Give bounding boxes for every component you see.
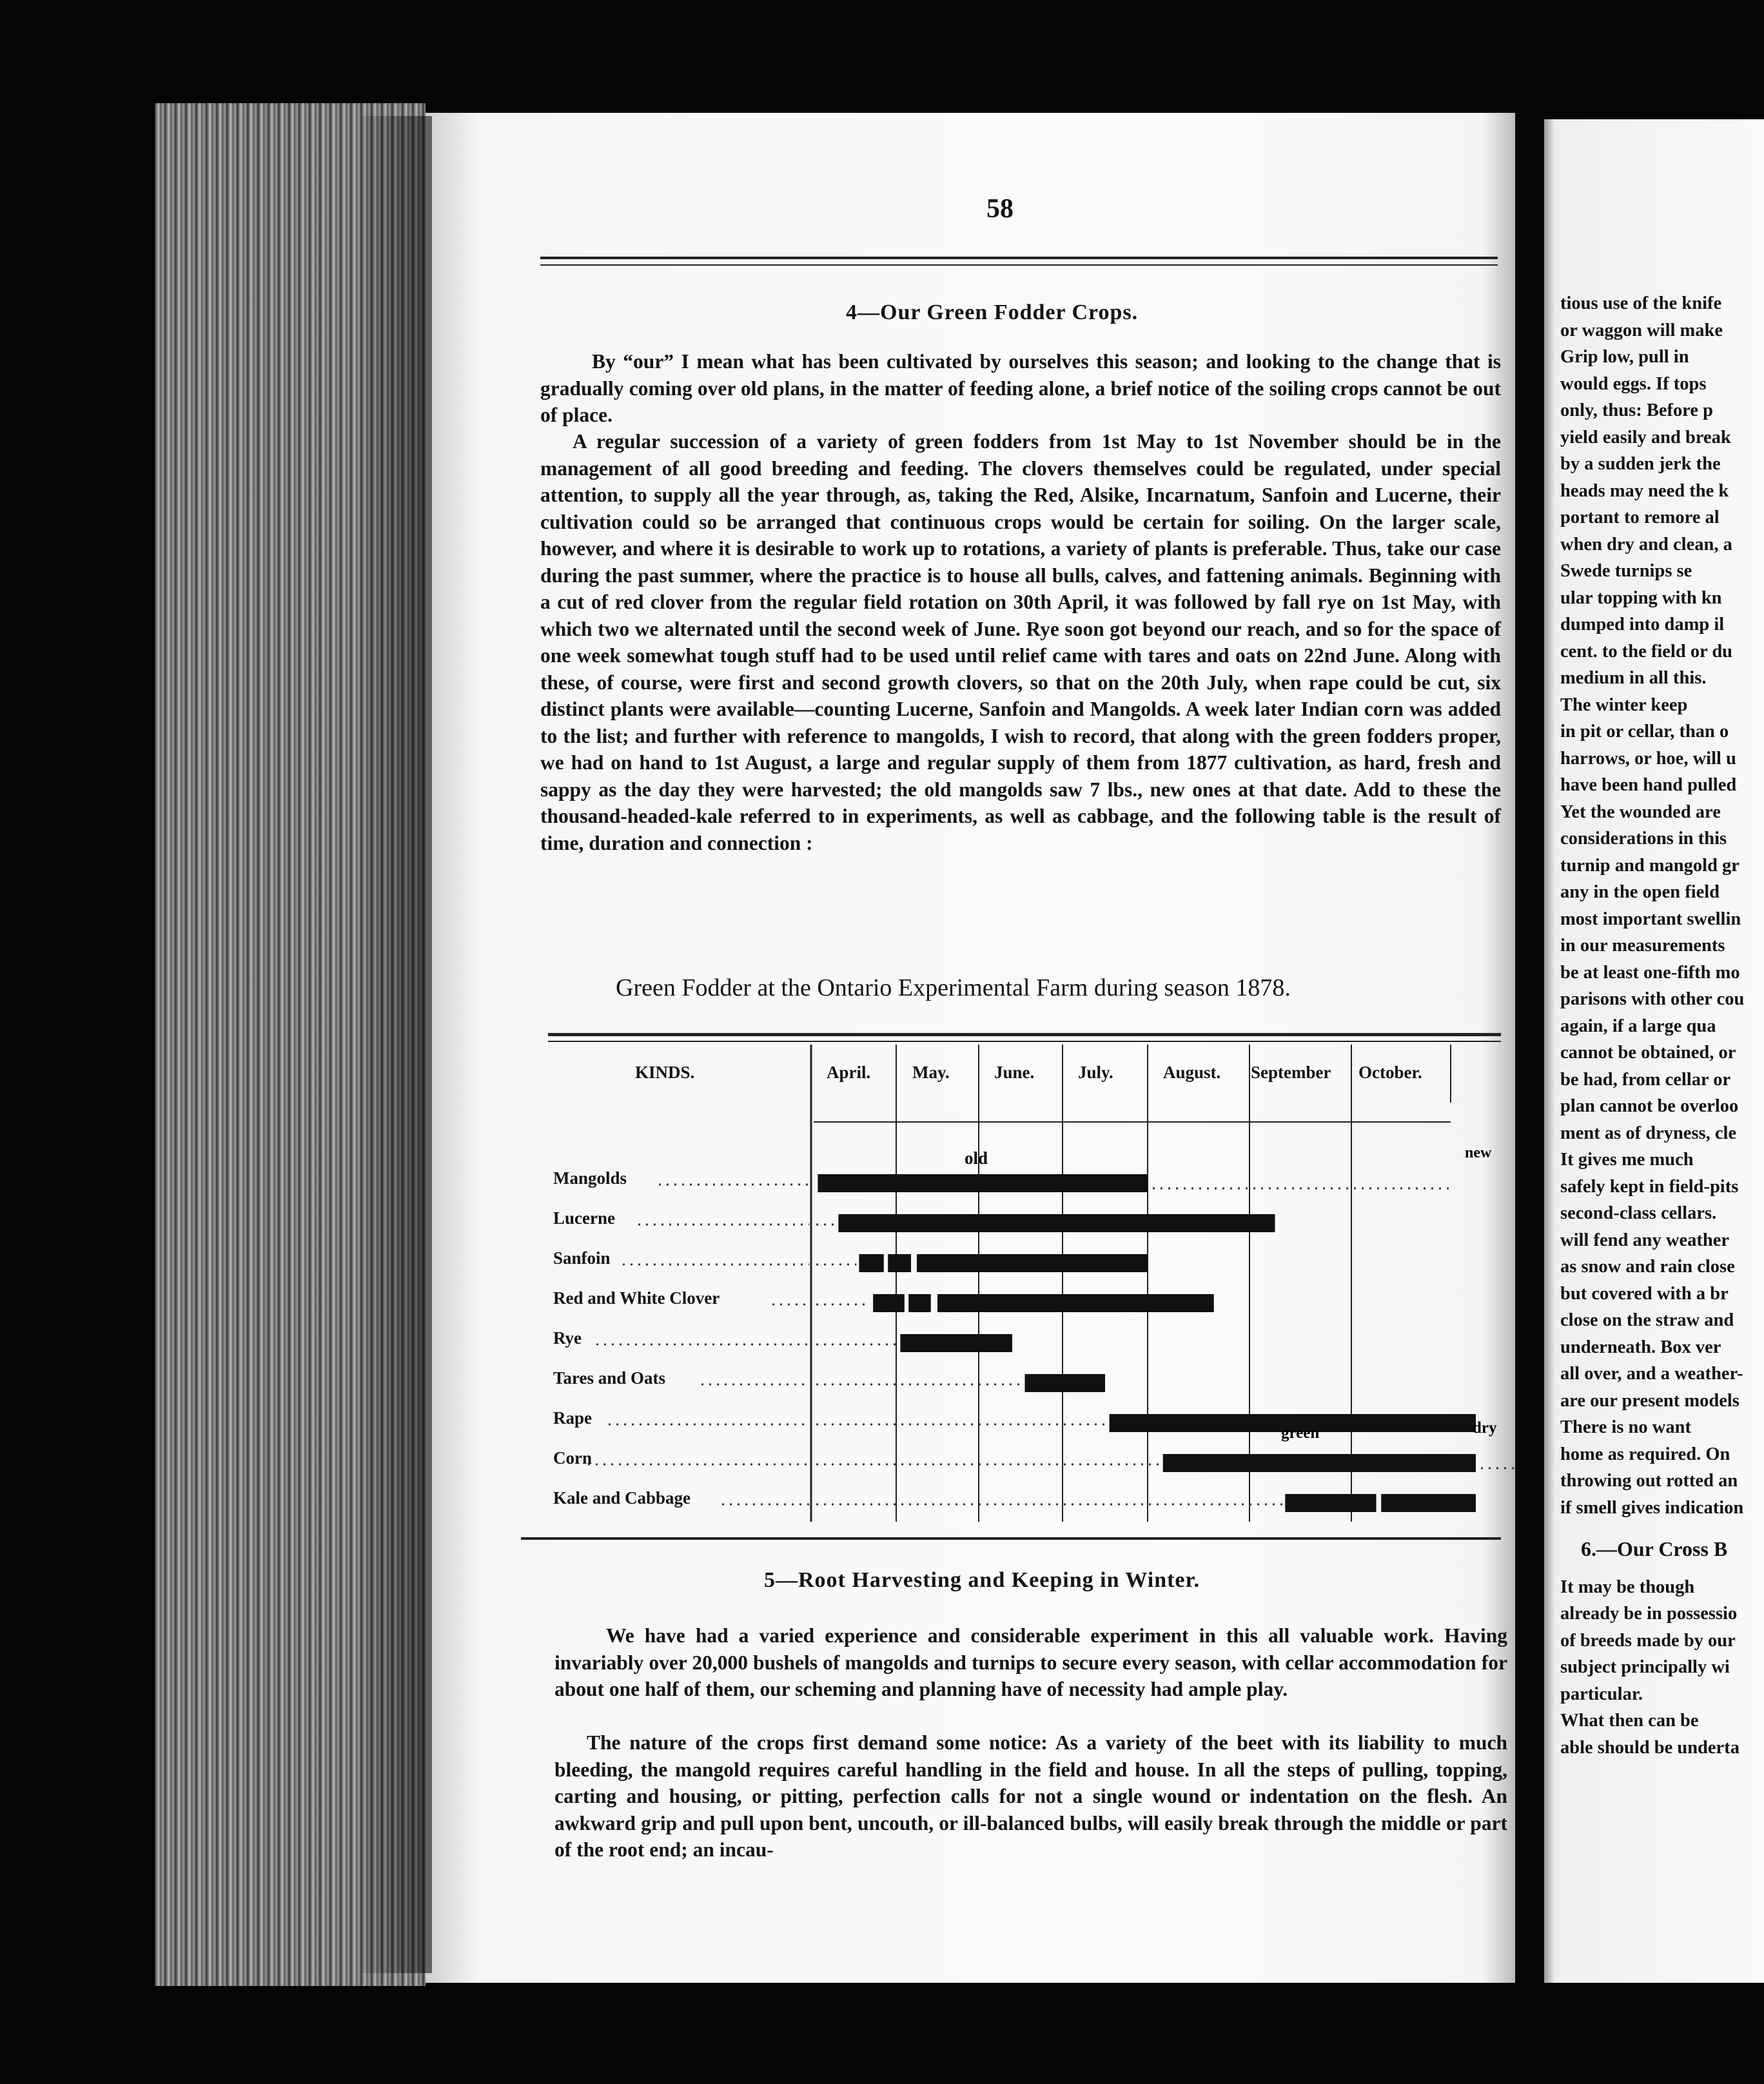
right-page-line: would eggs. If tops [1560,373,1707,394]
section-5-paragraph-2: The nature of the crops first demand some notice: As a variety of the beet with its liability to much bleeding, the mangold requires careful handling in the field and house. In all the steps of pulling, topping, carting and housing, or pitting, perfection calls for not a single wound or indentation on the flesh. An awkward grip and pull upon bent, uncouth, or ill-balanced bulbs, will easily break through the middle or part of the root end; an incau- [554,1731,1507,1861]
duration-bar [873,1294,905,1312]
right-page-line: portant to remore al [1560,507,1720,527]
right-page-line: only, thus: Before p [1560,400,1714,420]
right-page-line: tious use of the knife [1560,293,1722,313]
section-4-heading: 4—Our Green Fodder Crops. [846,300,1139,324]
right-page-line: or waggon will make [1560,320,1723,340]
row-label-lucerne: Lucerne [553,1208,615,1228]
row-label-sanfoin: Sanfoin [553,1248,611,1268]
right-page-line: What then can be [1560,1711,1699,1731]
right-page-line: Grip low, pull in [1560,347,1689,367]
right-page-line: when dry and clean, a [1560,534,1732,555]
right-page-line: 6.—Our Cross B [1581,1537,1728,1560]
right-page-line: of breeds made by our [1560,1630,1736,1651]
row-label-corn: Corn [553,1448,592,1468]
right-page-line: in pit or cellar, than o [1560,722,1729,742]
right-page-line: be had, from cellar or [1560,1069,1731,1090]
right-page-line: second-class cellars. [1560,1203,1717,1223]
right-page-line: parisons with other cou [1560,989,1745,1009]
month-header-june: June. [994,1063,1035,1082]
right-page-line: Yet the wounded are [1560,801,1721,822]
duration-bar [838,1214,1275,1232]
right-page-line: all over, and a weather- [1560,1364,1743,1384]
right-page-line: any in the open field [1560,882,1720,902]
duration-bar [859,1254,883,1272]
right-page-line: able should be underta [1560,1737,1740,1758]
right-page-line: harrows, or hoe, will u [1560,748,1736,769]
row-label-rape: Rape [553,1408,592,1428]
right-page-line: medium in all this. [1560,668,1707,688]
right-page-line: cent. to the field or du [1560,641,1733,662]
right-page-line: close on the straw and [1560,1310,1734,1330]
section-5-heading: 5—Root Harvesting and Keeping in Winter. [764,1568,1200,1592]
right-page-line: throwing out rotted an [1560,1471,1738,1491]
section-4-paragraph-2: A regular succession of a variety of green fodders from 1st May to 1st November should be in the management of all good breeding and feeding. The clovers themselves could be regulated, under special attention, to supply all the year through, as, taking the Red, Alsike, Incarnatum, Sanfoin and Lucerne, their cultivation could so be arranged that continuous crops would be certain for soiling. On the larger scale, however, and where it is desirable to work up to rotations, a variety of plants is preferable. Thus, take our case during the past summer, where the practice is to house all bulls, calves, and fattening animals. Beginning with a cut of red clover from the regular field rotation on 30th April, it was followed by fall rye on 1st May, with which two we alternated until the second week of June. Rye soon got beyond our reach, and so for the space of one week somewhat tough stuff had to be used until relief came with tares and oats on 22nd June. Along with these, of course, were first and second growth clovers, so that on the 20th July, when rape could be cut, six distinct plants were available—counting Lucerne, Sanfoin and Mangolds. A week later Indian corn was added to the list; and further with reference to mangolds, I wish to record, that along with the green fodders proper, we had on hand to 1st August, a large and regular supply of them from 1877 cultivation, as hard, fresh and sappy as the day they were harvested; the old mangolds saw 7 lbs., new ones at that date. Add to these the thousand-headed-kale referred to in experiments, as well as cabbage, and the following table is the result of time, duration and connection : [540,430,1501,854]
right-page-line: ment as of dryness, cle [1560,1123,1737,1143]
right-page-line: as snow and rain close [1560,1257,1735,1277]
row-label-mangolds: Mangolds [553,1168,627,1188]
right-page-line: particular. [1560,1684,1643,1704]
right-page-line: turnip and mangold gr [1560,855,1740,876]
month-header-april: April. [827,1063,871,1082]
duration-bar [937,1294,1214,1312]
right-page-line: There is no want [1560,1417,1691,1437]
right-page-line: home as required. On [1560,1444,1730,1464]
annotation-dry: dry [1473,1419,1497,1437]
right-page-line: by a sudden jerk the [1560,454,1721,474]
section-4-paragraph-1: By “our” I mean what has been cultivated by ourselves this season; and looking to the change that is gradually coming over old plans, in the matter of feeding alone, a brief notice of the soiling crops cannot be out of place. [540,350,1501,426]
right-page-line: again, if a large qua [1560,1016,1716,1036]
right-page-line: underneath. Box ver [1560,1337,1721,1357]
right-page-line: ular topping with kn [1560,587,1722,608]
annotation-green: green [1281,1424,1320,1442]
annotation-new: new [1465,1145,1492,1161]
right-page-line: heads may need the k [1560,480,1729,501]
right-page-line: It may be though [1560,1577,1695,1597]
month-header-may: May. [912,1063,950,1082]
right-page-line: considerations in this [1560,829,1727,849]
right-page-line: most important swellin [1560,909,1741,929]
right-page-line: safely kept in field-pits [1560,1176,1739,1197]
right-page-line: but covered with a br [1560,1283,1729,1304]
right-page-line: It gives me much [1560,1150,1694,1170]
duration-bar [917,1254,1148,1272]
right-page-line: will fend any weather [1560,1230,1730,1250]
duration-bar [1163,1454,1476,1472]
right-page-line: yield easily and break [1560,427,1731,447]
kinds-header: KINDS. [635,1063,695,1082]
month-header-july: July. [1078,1063,1113,1082]
section-5-paragraph-1: We have had a varied experience and considerable experiment in this all valuable work. Having invariably over 20,000 bushels of mangolds and turnips to secure every season, with cellar accommodation for about one half of them, our scheming and planning have of necessity had ample play. [554,1624,1507,1700]
row-label-rye: Rye [553,1328,582,1348]
duration-bar [818,1174,1148,1192]
right-page-line: in our measurements [1560,936,1725,956]
annotation-old: old [965,1148,988,1168]
row-label-tares-oats: Tares and Oats [553,1368,666,1388]
row-label-kale-cabbage: Kale and Cabbage [553,1488,691,1508]
duration-bar [900,1334,1012,1352]
month-header-september: September [1251,1063,1331,1082]
right-page-line: The winter keep [1560,694,1688,715]
duration-bar [888,1254,911,1272]
month-header-october: October. [1358,1063,1422,1082]
right-page-line: plan cannot be overloo [1560,1096,1739,1116]
duration-bars [818,1174,1476,1512]
table-bottom-rule [521,1537,1501,1540]
right-page-line: dumped into damp il [1560,614,1725,634]
right-page-line: have been hand pulled [1560,775,1737,795]
right-page-line: subject principally wi [1560,1657,1730,1677]
duration-bar [908,1294,931,1312]
right-page-line: be at least one-fifth mo [1560,962,1740,983]
table-caption: Green Fodder at the Ontario Experimental Farm during season 1878. [616,974,1291,1001]
table-grid [811,1045,1451,1522]
duration-bar [1025,1374,1106,1392]
month-header-august: August. [1163,1063,1221,1082]
row-label-red-white-clover: Red and White Clover [553,1288,720,1308]
right-page-line: are our present models [1560,1390,1740,1411]
page-number: 58 [986,194,1014,224]
right-page-line: Swede turnips se [1560,561,1692,581]
duration-bar [1285,1494,1376,1512]
right-page-line: cannot be obtained, or [1560,1043,1736,1063]
duration-bar [1381,1494,1476,1512]
right-page-line: already be in possessio [1560,1604,1738,1624]
right-page-line: if smell gives indication [1560,1497,1744,1518]
